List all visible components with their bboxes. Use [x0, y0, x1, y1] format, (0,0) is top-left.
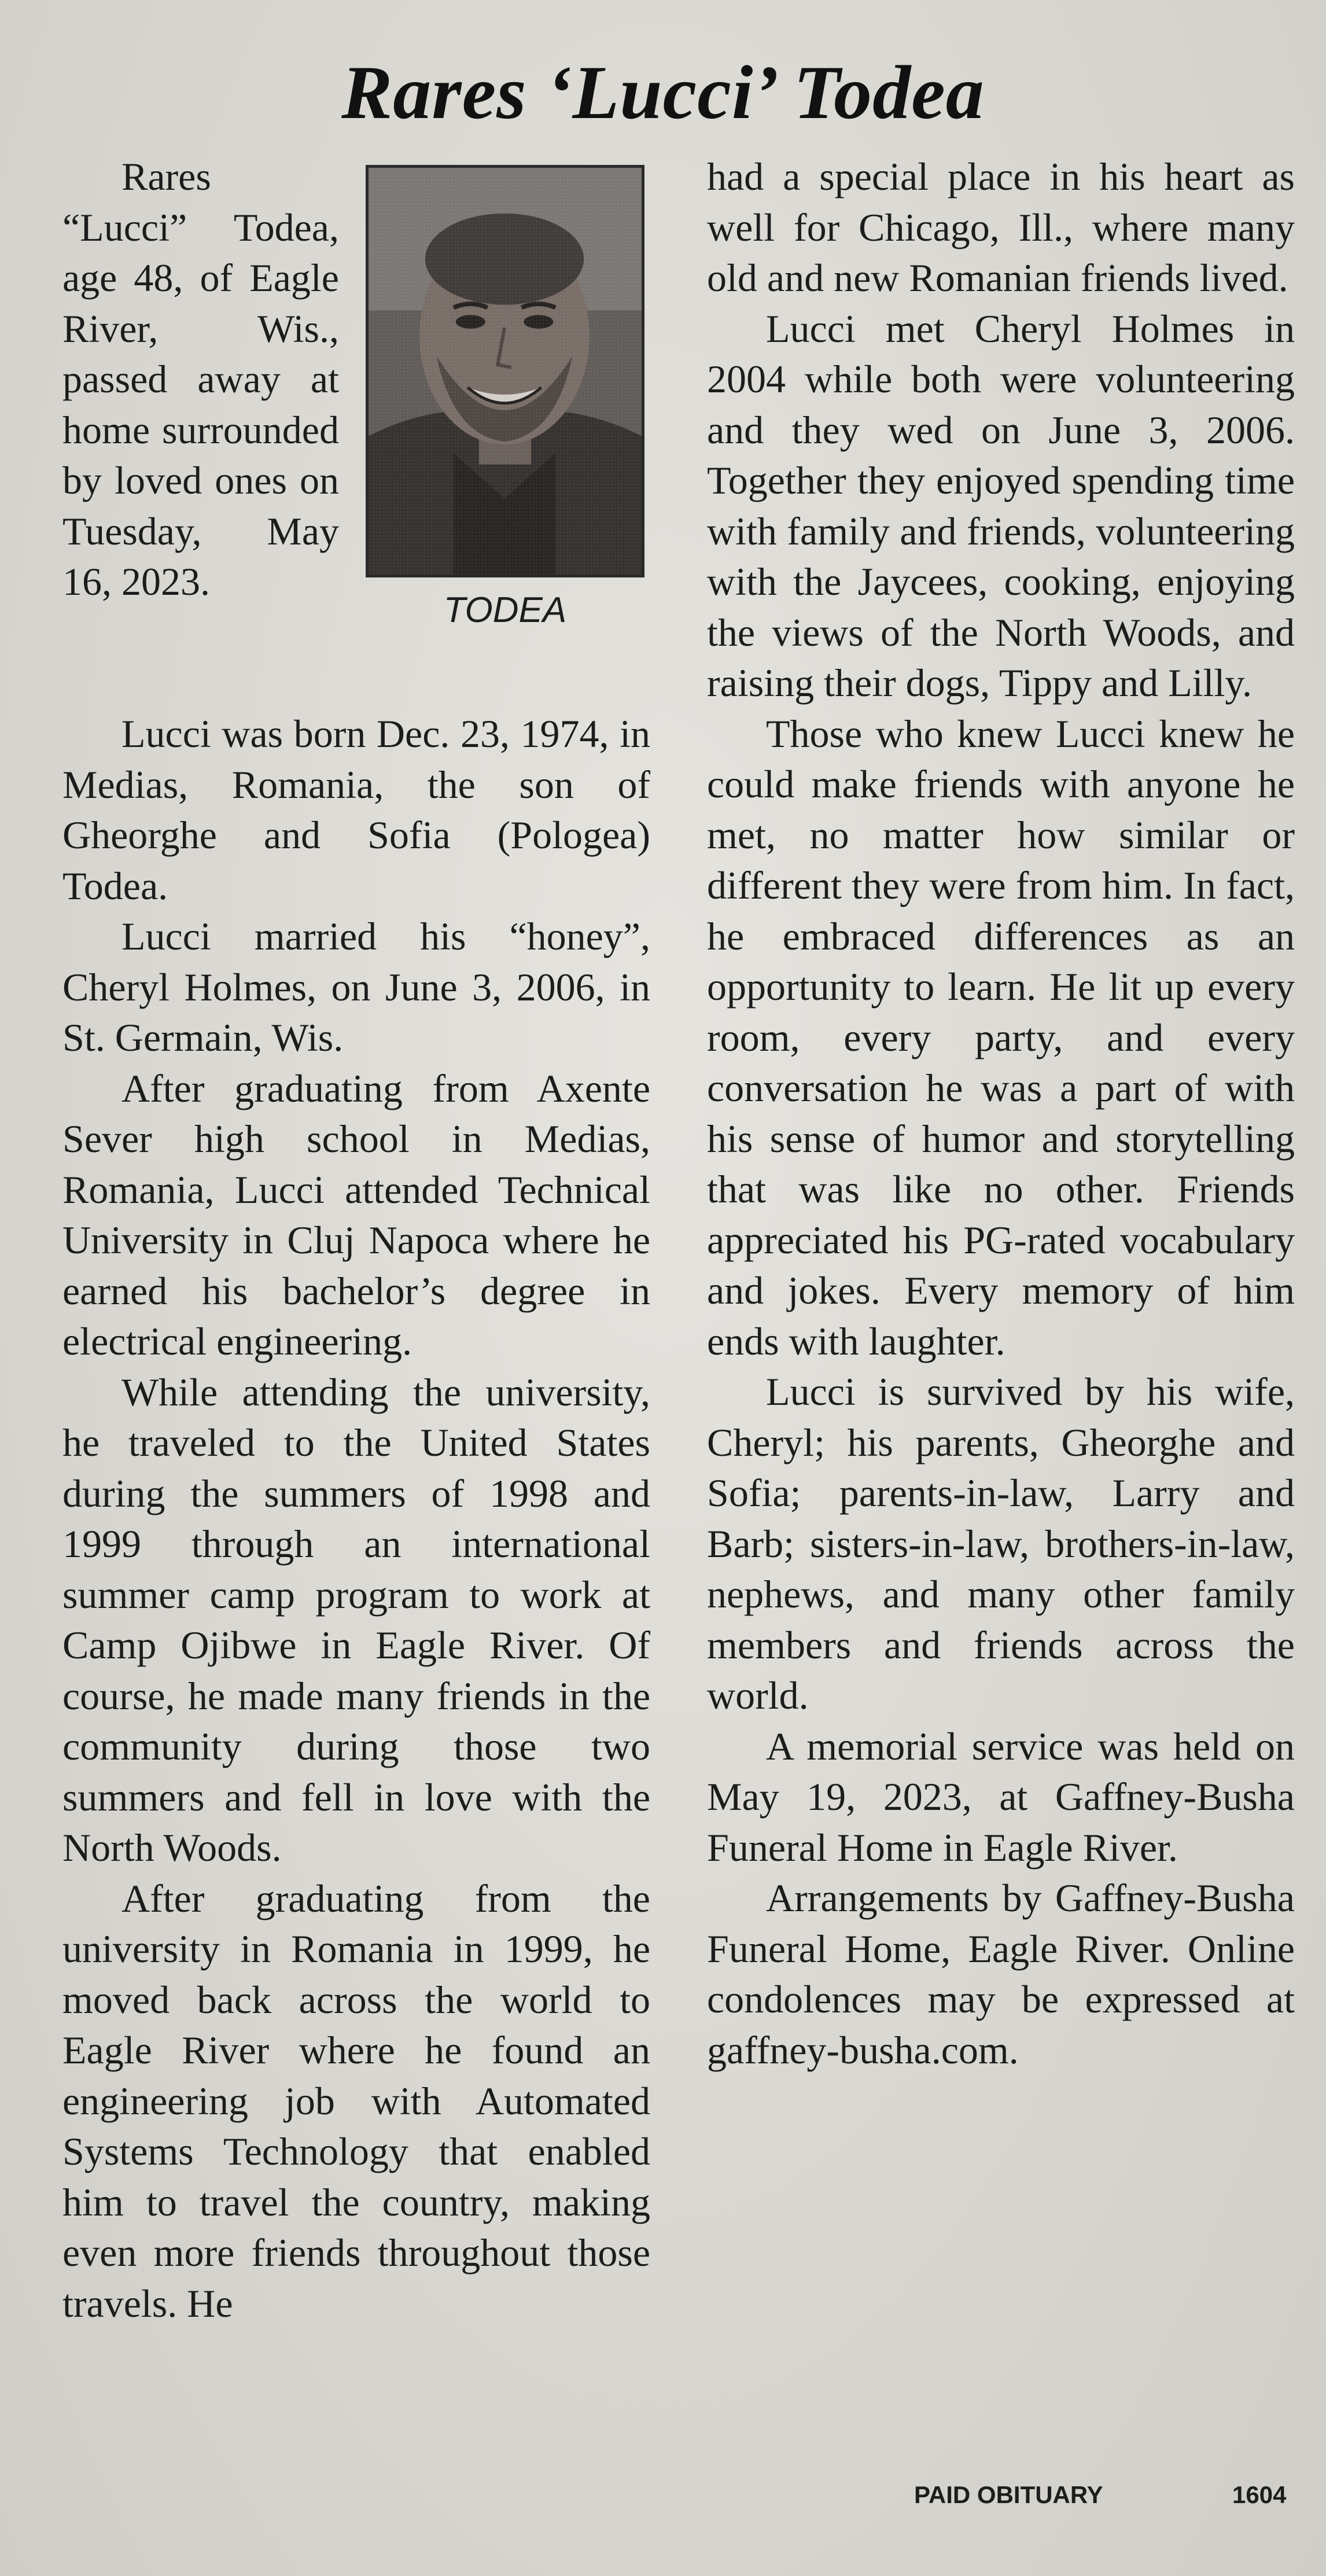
paragraph-memorial-service: A memorial service was held on May 19, 2023, at Gaffney-Busha Funeral Home in Eagle River. [707, 1724, 1295, 1870]
paragraph-arrangements: Arrangements by Gaffney-Busha Funeral Home, Eagle River. Online condolences may be expressed at gaffney-busha.com. [707, 1876, 1295, 2072]
paragraph-summer-camp: While attending the university, he traveled to the United States during the summers of 1998 and 1999 through an international summer camp program to work at Camp Ojibwe in Eagle River. Of course, he made many friends in the community during those two summers and fell in love with the North Woods. [62, 1370, 650, 1870]
paragraph-education: After graduating from Axente Sever high school in Medias, Romania, Lucci attended Technical University in Cluj Napoca where he earned his bachelor’s degree in electrical engineering. [62, 1066, 650, 1363]
paragraph-career: After graduating from the university in Romania in 1999, he moved back across the world to Eagle River where he found an engineering job with Automated Systems Technology that enabled him to travel the country, making even more friends throughout those travels. He [62, 1876, 650, 2325]
paragraph-chicago: had a special place in his heart as well for Chicago, Ill., where many old and new Romanian friends lived. [707, 154, 1295, 300]
ad-code: 1604 [1232, 2481, 1287, 2508]
paragraph-birth: Lucci was born Dec. 23, 1974, in Medias, Romania, the son of Gheorghe and Sofia (Pologea) Todea. [62, 712, 650, 908]
paragraph-marriage: Lucci married his “honey”, Cheryl Holmes, on June 3, 2006, in St. Germain, Wis. [62, 914, 650, 1059]
right-column [707, 152, 1295, 2075]
portrait-photo [366, 165, 644, 577]
left-column [62, 709, 650, 2329]
photo-caption: TODEA [443, 590, 567, 630]
paid-obituary-label: PAID OBITUARY [914, 2481, 1103, 2508]
paragraph-family-life: Lucci met Cheryl Holmes in 2004 while both were volunteering and they wed on June 3, 2006. Together they enjoyed spending time with family and friends, volunteering with the Jaycees, cooking, enjoying the views of the North Woods, and raising their dogs, Tippy and Lilly. [707, 306, 1295, 705]
paragraph-survivors: Lucci is survived by his wife, Cheryl; his parents, Gheorghe and Sofia; parents-in-law, Larry and Barb; sisters-in-law, brothers-in-law, nephews, and many other family members and friends across the world. [707, 1370, 1295, 1717]
paragraph-character: Those who knew Lucci knew he could make friends with anyone he met, no matter how similar or different they were from him. In fact, he embraced differences as an opportunity to learn. He lit up every room, every party, and every conversation he was a part of with his sense of humor and storytelling that was like no other. Friends appreciated his PG-rated vocabulary and jokes. Every memory of him ends with laughter. [707, 711, 1295, 1363]
intro-paragraph: Rares “Lucci” Todea, age 48, of Eagle River, Wis., passed away at home surrounded by loved ones on Tuesday, May 16, 2023. [62, 154, 339, 603]
intro-column [62, 152, 339, 608]
obituary-title: Rares ‘Lucci’ Todea [341, 50, 985, 135]
